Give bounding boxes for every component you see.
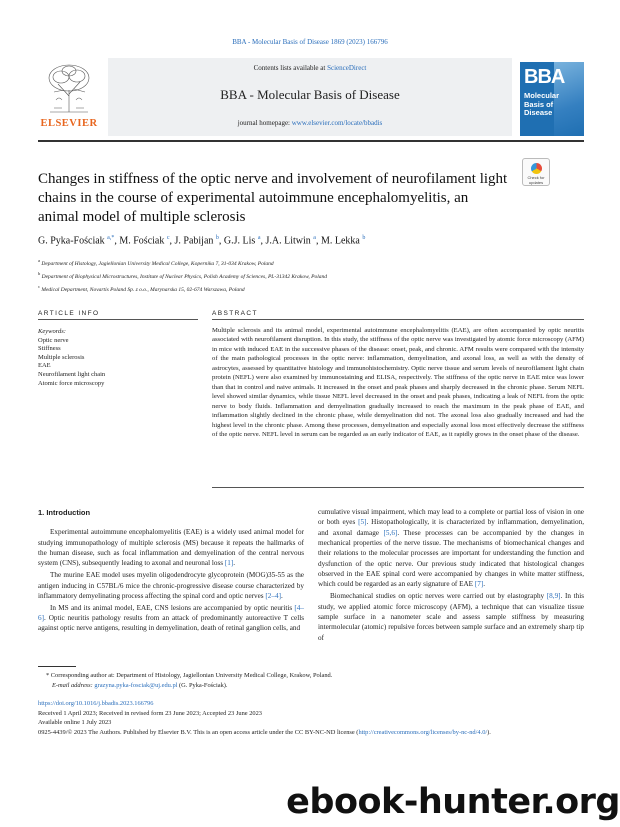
paragraph-text: . Histopathologically, it is characterized by inflammation, demyelination, and axonal damage: [318, 518, 585, 537]
check-for-updates-button[interactable]: [522, 158, 550, 186]
homepage-line: [108, 119, 512, 127]
keyword-item: Multiple sclerosis: [38, 353, 85, 361]
affiliation-key: a: [38, 258, 40, 263]
author-name: M. Lekka: [320, 235, 360, 247]
abstract-divider: [212, 319, 584, 320]
paragraph-text: Biomechanical studies on optic nerves were carried out by elastography: [330, 592, 547, 601]
author-name: J. Pabijan: [174, 235, 214, 247]
journal-masthead: [38, 58, 584, 136]
available-online: Available online 1 July 2023: [38, 719, 112, 727]
body-paragraph: [38, 527, 304, 568]
watermark-overlay: [148, 782, 620, 826]
affiliation-text: Medical Department, Novartis Poland Sp. z o.o., Marynarska 15, 02-674 Warszawa, Poland: [41, 286, 245, 293]
keywords-label: Keywords:: [38, 328, 66, 335]
watermark-text: ebook-hunter.org: [286, 782, 620, 822]
elsevier-wordmark: ELSEVIER: [40, 118, 98, 129]
journal-reference-link[interactable]: BBA - Molecular Basis of Disease 1869 (2023) 166796: [232, 38, 388, 46]
license-text: 0925-4439/© 2023 The Authors. Published by Elsevier B.V. This is an open access article under the CC BY-NC-ND license (: [38, 728, 359, 736]
check-updates-label: Check for updates: [527, 175, 545, 185]
cover-subtitle: [524, 92, 559, 118]
author-name: G. Pyka-Fościak: [38, 235, 105, 247]
contents-prefix: Contents lists available at: [253, 64, 328, 72]
paragraph-text: Experimental autoimmune encephalomyelitis (EAE) is a widely used animal model for studying immunopathology of multiple sclerosis (MS) because it repeats the hallmarks of the human disease, such as focal inflammation and demyelination of the central nervous system (CNS), subsequently leading to axonal and neuronal loss: [38, 528, 304, 568]
paragraph-text: In MS and its animal model, EAE, CNS lesions are accompanied by optic neuritis: [50, 603, 295, 612]
email-label: E-mail address:: [52, 682, 95, 689]
paragraph-text: . These processes can be accompanied by the changes in mechanical properties of the nerve tissue. The mechanisms of biomechanical changes and their relations to the molecular processes are important for understanding the function and dysfunction of the optic nerve. Our previous study indicated that histological changes observed in the EAE spinal cord were accompanied by changes in white matter stiffness, which could be regarded as an early signature of EAE: [318, 528, 584, 589]
author-name: G.J. Lis: [223, 235, 256, 247]
article-info-divider: [38, 319, 198, 320]
homepage-prefix: journal homepage:: [237, 119, 292, 127]
abstract-bottom-divider: [212, 487, 584, 488]
paragraph-text: . In this study, we applied atomic force microscopy (AFM), a technique that can visualize tissue sample surface in a nanometer scale and assess sample stiffness by measuring intermolecular (atomic) repulsive forces between sample surface and an extremely sharp tip of: [318, 592, 585, 642]
keyword-item: Neurofilament light chain: [38, 370, 106, 378]
cover-subtitle-line: Molecular: [524, 91, 560, 100]
citation-link[interactable]: [7]: [474, 580, 484, 589]
publication-info: [38, 699, 584, 737]
author-affiliation-link[interactable]: b: [362, 235, 366, 241]
body-paragraph: [38, 570, 304, 601]
paragraph-text: . Optic neuritis pathology results from an attack of predominantly autoreactive T cells against optic nerve antigens, resulting in demyelination, death of retinal ganglion cells, and: [38, 614, 304, 633]
email-line: [38, 681, 584, 691]
paragraph-text: The murine EAE model uses myelin oligodendrocyte glycoprotein (MOG)35-55 as the antigen inducing in C57BL/6 mice the chronic-progressive disease course characterized by inflammatory demyelinating process affecting the spinal cord and optic nerves: [38, 571, 304, 600]
citation-link[interactable]: [8,9]: [546, 592, 561, 601]
article-info-heading: ARTICLE INFO: [38, 310, 100, 317]
keyword-item: Stiffness: [38, 345, 61, 353]
paragraph-text: cumulative visual impairment, which may lead to a complete or partial loss of vision in one or both eyes: [318, 508, 584, 527]
body-column-left: [38, 508, 304, 635]
affiliation-item: [38, 256, 584, 269]
cover-title: BBA: [524, 66, 565, 88]
author-list: G. Pyka-Fościak $^{a,*}$, M. Fościak $^c$, J. Pabijan $^b$, G.J. Lis $^a$, J.A. Litwin $^a$, M. Lekka $^b$: [38, 235, 366, 247]
cover-subtitle-line: Basis of: [524, 99, 554, 109]
email-owner: (G. Pyka-Fościak).: [177, 682, 228, 689]
license-text: ).: [487, 728, 491, 736]
author-affiliation-link[interactable]: a: [313, 235, 316, 241]
contents-line: [108, 64, 512, 72]
affiliation-text: Department of Histology, Jagiellonian University Medical College, Kopernika 7, 31-034 Krakow, Poland: [41, 260, 274, 267]
received-dates: Received 1 April 2023; Received in revised form 23 June 2023; Accepted 23 June 2023: [38, 709, 262, 717]
affiliation-text: Department of Biophysical Microstructures, Institute of Nuclear Physics, Polish Academy of Sciences, PL-31342 Krakow, Poland: [41, 273, 327, 280]
author-affiliation-link[interactable]: b: [215, 235, 219, 241]
author-affiliation-link[interactable]: c: [166, 235, 170, 241]
body-paragraph: [318, 591, 584, 643]
body-paragraph: [38, 603, 304, 634]
affiliation-list: [38, 256, 584, 294]
corresponding-author-note: * Corresponding author at: Department of Histology, Jagiellonian University Medical College, Krakow, Poland.: [46, 672, 333, 679]
license-link[interactable]: http://creativecommons.org/licenses/by-nc-nd/4.0/: [358, 728, 488, 736]
affiliation-item: [38, 269, 584, 282]
footnote: [38, 671, 584, 691]
citation-link[interactable]: [4–6]: [38, 603, 304, 623]
body-column-right: [318, 507, 584, 644]
footnote-divider: [38, 666, 76, 667]
keyword-item: Atomic force microscopy: [38, 379, 105, 387]
elsevier-logo[interactable]: [38, 62, 100, 134]
paragraph-text: .: [280, 591, 283, 600]
abstract-text: Multiple sclerosis and its animal model, experimental autoimmune encephalomyelitis (EAE), are often accompanied by optic neuritis associated with neurofilament disruption. In this study, the stiffness of the optic nerve was investigated by atomic force microscopy (AFM) in mice with induced EAE in the successive phases of the disease: onset, peak, and chronic. AFM results were compared with the intensity of the main pathological processes in the optic nerve: inflammation, demyelination, and axonal loss, as well as with the density of astrocytes, assessed by quantitative histology and immunohistochemistry. Optic nerve tissue and serum levels of neurofilament light chain protein (NEFL) were also examined by immunostaining and ELISA, respectively. The stiffness of the optic nerve in EAE mice was lower than that in control and naive animals. It increased in the onset and peak phases and sharply decreased in the chronic phase. Serum NEFL level showed similar dynamics, while tissue NEFL level decreased in the onset and peak phases, indicating a leak of NEFL from the optic nerve to body fluids. Inflammation and demyelination gradually increased to reach the maximum in the peak phase of EAE, and inflammation slightly declined in the chronic phase, while demyelination did not. The axonal loss also gradually increased and had the highest level in the chronic phase. Among these processes, demyelination and especially axonal loss most effectively decrease the stiffness of the optic nerve. NEFL level in serum can be regarded as an early indicator of EAE, as it rapidly grows in the onset phase of the disease.: [212, 327, 584, 438]
doi-link[interactable]: https://doi.org/10.1016/j.bbadis.2023.166796: [38, 700, 154, 707]
citation-link[interactable]: [2–4]: [265, 591, 281, 600]
cover-subtitle-line: Disease: [524, 108, 553, 117]
paragraph-text: .: [483, 580, 486, 589]
author-affiliation-link[interactable]: a,*: [107, 235, 115, 241]
journal-name: BBA - Molecular Basis of Disease: [220, 87, 400, 102]
author-email-link[interactable]: grazyna.pyka-fosciak@uj.edu.pl: [94, 682, 178, 689]
section-heading-introduction: 1. Introduction: [38, 508, 91, 517]
citation-link[interactable]: [5]: [358, 518, 367, 527]
keywords-list: [38, 328, 198, 388]
article-title: Changes in stiffness of the optic nerve and involvement of neurofilament light chains in the course of experimental autoimmune encephalomyelitis, an animal model of multiple sclerosis: [38, 171, 508, 225]
license-line: [38, 728, 584, 738]
elsevier-tree-icon: [44, 62, 94, 114]
body-paragraph: [318, 507, 584, 590]
citation-link[interactable]: [5,6]: [383, 528, 398, 537]
citation-link[interactable]: [1]: [224, 559, 234, 568]
author-name: J.A. Litwin: [265, 235, 311, 247]
author-name: M. Fościak: [119, 235, 165, 247]
check-updates-icon: [531, 163, 542, 174]
affiliation-key: b: [38, 270, 41, 276]
corresponding-author-text: Corresponding author at: Department of Histology, Jagiellonian University Medical College, Krakow, Poland.: [50, 672, 333, 679]
affiliation-key: c: [38, 283, 40, 289]
journal-cover-image[interactable]: [520, 62, 584, 136]
keyword-item: Optic nerve: [38, 336, 69, 344]
keyword-item: EAE: [38, 362, 51, 370]
journal-header-box: [108, 58, 512, 136]
journal-homepage-link[interactable]: www.elsevier.com/locate/bbadis: [291, 119, 383, 127]
paragraph-text: .: [233, 559, 236, 568]
author-affiliation-link[interactable]: a: [257, 235, 261, 241]
sciencedirect-link[interactable]: ScienceDirect: [327, 64, 367, 72]
abstract-heading: ABSTRACT: [212, 310, 258, 317]
affiliation-item: [38, 282, 584, 295]
header-divider: [38, 140, 584, 142]
